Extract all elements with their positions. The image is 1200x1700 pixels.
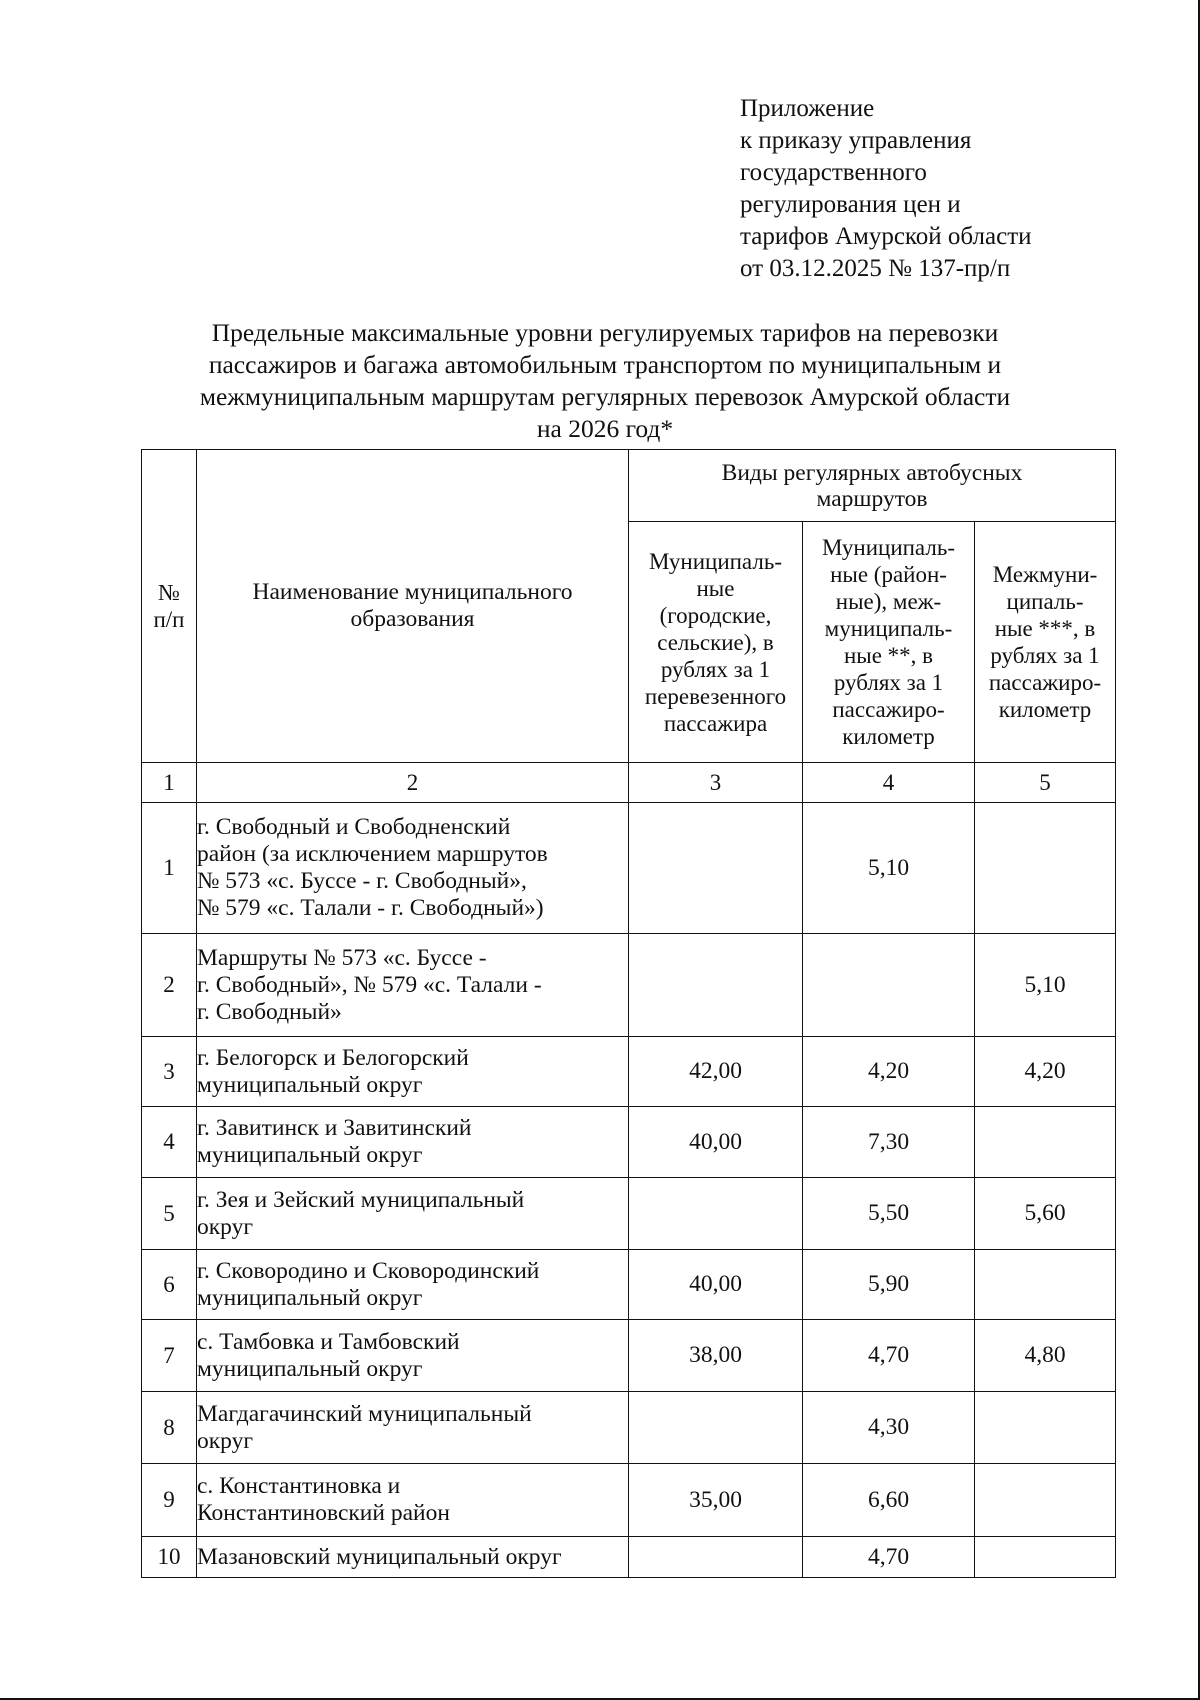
column-index: 4 [803,763,975,803]
row-district-value: 5,10 [803,803,975,934]
title-line: Предельные максимальные уровни регулируемых тарифов на перевозки [211,318,999,347]
row-number: 2 [142,934,197,1037]
header-intermunicipal: Межмуни- ципаль- ные ***, в рублях за 1 пассажиро- километр [975,522,1116,763]
header-district: Муниципаль- ные (район- ные), меж- муниципаль- ные **, в рублях за 1 пассажиро- километр [803,522,975,763]
appendix-line: к приказу управления [740,127,972,154]
appendix-line: государственного [740,159,927,186]
row-intermunicipal-value [975,1537,1116,1578]
row-district-value: 4,20 [803,1037,975,1107]
row-intermunicipal-value: 4,80 [975,1320,1116,1392]
row-number: 5 [142,1178,197,1250]
header-name: Наименование муниципального образования [197,450,629,763]
row-municipal-value [629,1178,803,1250]
row-municipal-value [629,803,803,934]
table-row [142,1392,1116,1464]
row-intermunicipal-value: 5,10 [975,934,1116,1037]
appendix-line: регулирования цен и [740,191,961,218]
table-row [142,1320,1116,1392]
title-line: пассажиров и багажа автомобильным транспортом по муниципальным и [208,350,1002,379]
appendix-header [740,93,1160,285]
row-name: г. Белогорск и Белогорский муниципальный округ [197,1037,629,1107]
table-row [142,1178,1116,1250]
table-row [142,1037,1116,1107]
row-name: Маршруты № 573 «с. Буссе - г. Свободный», № 579 «с. Талали - г. Свободный» [197,934,629,1037]
row-municipal-value [629,934,803,1037]
row-municipal-value: 38,00 [629,1320,803,1392]
column-index: 2 [197,763,629,803]
row-district-value: 4,70 [803,1537,975,1578]
appendix-line: тарифов Амурской области [740,223,1032,250]
title-line: межмуниципальным маршрутам регулярных перевозок Амурской области [199,382,1011,411]
row-municipal-value: 40,00 [629,1250,803,1320]
row-number: 4 [142,1107,197,1178]
document-title [140,317,1070,445]
row-municipal-value [629,1392,803,1464]
appendix-line: от 03.12.2025 № 137-пр/п [740,255,1011,282]
header-municipal: Муниципаль- ные (городские, сельские), в рублях за 1 перевезенного пассажира [629,522,803,763]
row-district-value: 7,30 [803,1107,975,1178]
row-district-value: 5,90 [803,1250,975,1320]
row-municipal-value: 40,00 [629,1107,803,1178]
column-index: 3 [629,763,803,803]
table-row [142,1107,1116,1178]
row-number: 8 [142,1392,197,1464]
row-intermunicipal-value [975,1392,1116,1464]
table-row [142,1250,1116,1320]
title-line: на 2026 год* [536,414,674,443]
row-district-value: 5,50 [803,1178,975,1250]
row-number: 9 [142,1464,197,1537]
row-municipal-value: 42,00 [629,1037,803,1107]
row-intermunicipal-value [975,1107,1116,1178]
row-number: 7 [142,1320,197,1392]
row-number: 3 [142,1037,197,1107]
row-municipal-value: 35,00 [629,1464,803,1537]
column-index: 5 [975,763,1116,803]
row-intermunicipal-value: 5,60 [975,1178,1116,1250]
row-name: Магдагачинский муниципальный округ [197,1392,629,1464]
row-intermunicipal-value [975,1464,1116,1537]
row-number: 6 [142,1250,197,1320]
row-name: г. Сковородино и Сковородинский муниципальный округ [197,1250,629,1320]
row-number: 10 [142,1537,197,1578]
row-intermunicipal-value [975,803,1116,934]
table-row [142,934,1116,1037]
row-number: 1 [142,803,197,934]
row-intermunicipal-value: 4,20 [975,1037,1116,1107]
row-name: с. Тамбовка и Тамбовский муниципальный округ [197,1320,629,1392]
row-name: г. Завитинск и Завитинский муниципальный округ [197,1107,629,1178]
row-municipal-value [629,1537,803,1578]
row-district-value: 6,60 [803,1464,975,1537]
row-intermunicipal-value [975,1250,1116,1320]
appendix-line: Приложение [740,95,875,122]
row-name: Мазановский муниципальный округ [197,1537,629,1578]
table-header [142,450,1116,803]
row-name: с. Константиновка и Константиновский район [197,1464,629,1537]
table-row [142,1464,1116,1537]
row-district-value: 4,70 [803,1320,975,1392]
row-name: г. Зея и Зейский муниципальный округ [197,1178,629,1250]
column-index-row [142,763,1116,803]
header-number: № п/п [142,450,197,763]
column-index: 1 [142,763,197,803]
table-body [142,803,1116,1578]
row-district-value: 4,30 [803,1392,975,1464]
table-row [142,1537,1116,1578]
tariff-table [141,449,1116,1578]
table-row [142,803,1116,934]
header-route-types: Виды регулярных автобусных маршрутов [629,450,1116,522]
row-name: г. Свободный и Свободненский район (за исключением маршрутов № 573 «с. Буссе - г. Свободный», № 579 «с. Талали - г. Свободный») [197,803,629,934]
row-district-value [803,934,975,1037]
